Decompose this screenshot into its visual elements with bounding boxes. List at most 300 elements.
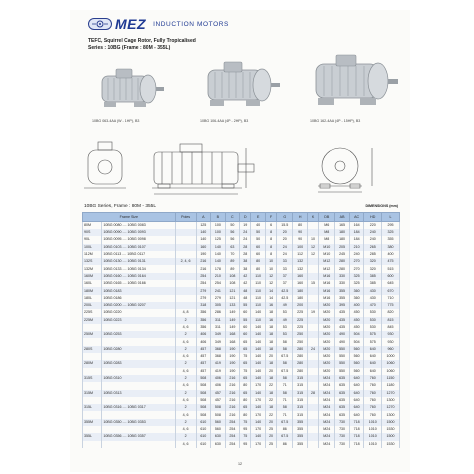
table-row — [83, 419, 400, 426]
table-cell: 18 — [265, 331, 276, 338]
table-cell — [307, 360, 318, 367]
table-row — [83, 309, 400, 316]
table-cell — [175, 280, 196, 287]
table-header-cell: Frame Size — [83, 213, 176, 222]
table-cell: 1150 — [382, 375, 400, 382]
table-cell: M10 — [319, 244, 335, 251]
table-cell: 12 — [265, 273, 276, 280]
table-cell: M8 — [319, 229, 335, 236]
catalog-page — [70, 10, 410, 472]
table-cell: 56 — [225, 229, 240, 236]
table-cell: 610 — [196, 433, 211, 440]
table-cell: 100 — [211, 222, 226, 230]
table-cell: 10 — [265, 258, 276, 265]
table-cell: 10BG 0133 .... 10BG 0134 — [102, 265, 175, 272]
table-cell: 10BG 0356 .... 10BG 0357 — [102, 433, 175, 440]
table-row — [83, 346, 400, 353]
motor-image-small — [88, 62, 168, 114]
table-cell: 279 — [196, 287, 211, 294]
gear-icon — [91, 20, 109, 28]
table-cell: 315 — [293, 390, 308, 397]
table-cell: 22 — [265, 397, 276, 404]
table-cell: 10BG 0080 .... 10BG 0083 — [102, 222, 175, 230]
table-cell: 8 — [265, 244, 276, 251]
table-cell: 24 — [240, 229, 251, 236]
table-cell: 67.5 — [277, 433, 293, 440]
table-cell: 56 — [225, 236, 240, 243]
brand-header — [88, 16, 229, 32]
table-cell — [175, 287, 196, 294]
table-cell: 730 — [335, 441, 350, 448]
table-cell: 280 — [335, 258, 350, 265]
table-cell: 100 — [211, 229, 226, 236]
table-cell: 170 — [251, 397, 266, 404]
table-cell: 95 — [240, 441, 251, 448]
table-cell: 25 — [265, 441, 276, 448]
table-cell: 240 — [364, 236, 382, 243]
table-cell: M20 — [319, 302, 335, 309]
table-header-cell: L — [382, 213, 400, 222]
table-cell: 450 — [349, 324, 364, 331]
table-cell: 508 — [211, 411, 226, 418]
table-cell: 635 — [335, 390, 350, 397]
table-cell: 25 — [265, 426, 276, 433]
table-cell: 575 — [364, 331, 382, 338]
table-cell: 200L — [83, 302, 102, 309]
table-cell: 10BG 0280 — [102, 346, 175, 353]
table-row — [83, 360, 400, 367]
table-cell: 20 — [265, 419, 276, 426]
table-cell: 216 — [225, 390, 240, 397]
table-cell: 50 — [251, 236, 266, 243]
table-cell: 508 — [196, 411, 211, 418]
table-cell: 254 — [225, 433, 240, 440]
table-row — [83, 302, 400, 309]
table-cell: 80 — [293, 222, 308, 230]
table-cell — [102, 368, 175, 375]
table-cell: 22 — [265, 382, 276, 389]
table-cell: 355 — [293, 441, 308, 448]
table-cell: 760 — [364, 375, 382, 382]
table-cell: 42.5 — [277, 287, 293, 294]
table-cell: 58 — [277, 360, 293, 367]
table-cell: 140 — [251, 419, 266, 426]
table-cell: 10BG 0090 .... 10BG 0093 — [102, 229, 175, 236]
table-cell: 71 — [277, 382, 293, 389]
table-cell: 4, 6 — [175, 338, 196, 345]
table-cell: 640 — [349, 397, 364, 404]
table-cell: 112 — [293, 251, 308, 258]
table-cell: 140 — [251, 338, 266, 345]
table-cell — [83, 338, 102, 345]
table-header-row — [83, 213, 400, 222]
table-cell: 670 — [382, 287, 400, 294]
table-cell: 140 — [211, 251, 226, 258]
table-cell: 320 — [364, 265, 382, 272]
table-cell: 1300 — [382, 411, 400, 418]
table-cell: 550 — [335, 360, 350, 367]
table-cell: 4, 6 — [175, 397, 196, 404]
table-cell: 718 — [349, 426, 364, 433]
table-cell: 216 — [196, 258, 211, 265]
table-cell: 530 — [364, 324, 382, 331]
table-cell: 18 — [265, 324, 276, 331]
table-cell: 360 — [349, 287, 364, 294]
table-cell: 58 — [277, 346, 293, 353]
table-cell: 108 — [225, 273, 240, 280]
table-cell: 190 — [225, 360, 240, 367]
table-cell — [83, 382, 102, 389]
table-cell: 6 — [265, 222, 276, 230]
table-row — [83, 273, 400, 280]
table-cell: 254 — [225, 419, 240, 426]
table-cell: 4, 8 — [175, 309, 196, 316]
table-cell: 560 — [349, 360, 364, 367]
table-cell: 241 — [211, 287, 226, 294]
table-cell: 635 — [335, 375, 350, 382]
table-cell: 10 — [307, 236, 318, 243]
table-cell: 610 — [196, 426, 211, 433]
table-cell: 225S — [83, 309, 102, 316]
table-cell: 635 — [335, 411, 350, 418]
table-cell: 820 — [382, 309, 400, 316]
table-cell: 10BG 0316 .... 10BG 0317 — [102, 404, 175, 411]
table-cell: 330 — [335, 280, 350, 287]
table-cell — [83, 368, 102, 375]
table-cell: 355 — [293, 419, 308, 426]
table-cell: 20 — [265, 368, 276, 375]
table-cell — [307, 273, 318, 280]
table-cell: 18 — [265, 309, 276, 316]
table-cell: 132M — [83, 265, 102, 272]
table-cell: 406 — [211, 382, 226, 389]
table-cell: 475 — [382, 258, 400, 265]
table-cell: 1500 — [382, 419, 400, 426]
table-row — [83, 222, 400, 230]
table-cell: 37 — [277, 273, 293, 280]
table-cell: 48 — [240, 295, 251, 302]
table-row — [83, 229, 400, 236]
table-cell: 400 — [349, 302, 364, 309]
brand-name: MEZ — [115, 16, 147, 32]
table-cell: 635 — [335, 404, 350, 411]
table-cell: 355M — [83, 419, 102, 426]
table-cell: 63 — [225, 244, 240, 251]
table-cell: 180 — [335, 229, 350, 236]
table-cell: M20 — [319, 324, 335, 331]
table-cell: 508 — [196, 390, 211, 397]
table-cell: M24 — [319, 404, 335, 411]
table-cell — [175, 229, 196, 236]
table-cell: 33 — [277, 258, 293, 265]
table-cell: M20 — [319, 368, 335, 375]
table-cell: 315S — [83, 375, 102, 382]
table-header-cell: HD — [364, 213, 382, 222]
table-cell: 12 — [307, 251, 318, 258]
table-cell: 168 — [225, 331, 240, 338]
table-cell: 10BG 0200 .... 10BG 0207 — [102, 302, 175, 309]
table-row — [83, 353, 400, 360]
table-cell: 190 — [225, 353, 240, 360]
table-cell: 216 — [225, 397, 240, 404]
table-cell: 125 — [196, 222, 211, 230]
table-cell: 140 — [251, 368, 266, 375]
table-cell: 160L — [83, 280, 102, 287]
table-row — [83, 244, 400, 251]
table-cell: 95 — [240, 426, 251, 433]
table-cell — [307, 265, 318, 272]
table-cell: M20 — [319, 360, 335, 367]
table-cell: 80 — [251, 258, 266, 265]
table-cell: 775 — [382, 302, 400, 309]
table-cell: 305 — [211, 302, 226, 309]
table-cell: 718 — [349, 433, 364, 440]
table-cell: 280 — [293, 346, 308, 353]
table-cell: 435 — [335, 324, 350, 331]
table-cell: 2 — [175, 331, 196, 338]
table-cell: M16 — [319, 273, 335, 280]
table-cell: 110 — [251, 302, 266, 309]
table-cell — [175, 265, 196, 272]
table-cell: 457 — [196, 353, 211, 360]
table-cell: 600 — [382, 273, 400, 280]
table-cell: 320 — [364, 258, 382, 265]
table-cell: 140 — [251, 390, 266, 397]
table-row — [83, 251, 400, 258]
table-cell: 19 — [240, 222, 251, 230]
table-cell: 16 — [265, 302, 276, 309]
table-cell: 216 — [225, 404, 240, 411]
table-cell: 280 — [293, 360, 308, 367]
table-cell: 240 — [364, 229, 382, 236]
table-cell: 490 — [335, 338, 350, 345]
table-cell: 60 — [240, 324, 251, 331]
table-cell: 250M — [83, 331, 102, 338]
table-cell: 280S — [83, 346, 102, 353]
table-cell: 635 — [335, 382, 350, 389]
table-cell: 368 — [211, 353, 226, 360]
table-cell: 406 — [196, 331, 211, 338]
table-cell — [307, 338, 318, 345]
table-cell: 1000 — [382, 353, 400, 360]
table-cell: 58 — [277, 375, 293, 382]
table-cell: 42 — [240, 273, 251, 280]
table-cell — [307, 426, 318, 433]
table-row — [83, 433, 400, 440]
table-cell: 50 — [225, 222, 240, 230]
table-cell: 457 — [196, 346, 211, 353]
table-cell: 125 — [211, 236, 226, 243]
table-cell: 508 — [196, 397, 211, 404]
table-cell: 60 — [240, 309, 251, 316]
table-cell: 630 — [211, 441, 226, 448]
table-cell — [307, 295, 318, 302]
table-cell: 400 — [382, 251, 400, 258]
dimension-drawing — [82, 138, 398, 198]
table-cell: 815 — [382, 317, 400, 324]
table-header-cell: AB — [335, 213, 350, 222]
table-cell — [307, 222, 318, 230]
table-cell: 110 — [251, 317, 266, 324]
table-cell: 20 — [277, 236, 293, 243]
table-cell: 80 — [240, 397, 251, 404]
table-cell: 121 — [225, 295, 240, 302]
table-cell: 610 — [196, 441, 211, 448]
table-row — [83, 368, 400, 375]
table-cell: M24 — [319, 390, 335, 397]
table-cell: 149 — [225, 309, 240, 316]
table-cell: 457 — [196, 360, 211, 367]
table-cell: 315L — [83, 404, 102, 411]
table-cell: 58 — [277, 390, 293, 397]
table-cell: 356 — [196, 309, 211, 316]
table-cell: 160 — [293, 273, 308, 280]
table-cell: 132 — [293, 258, 308, 265]
table-cell: 280 — [293, 368, 308, 375]
table-cell: 65 — [240, 390, 251, 397]
table-cell: 435 — [335, 317, 350, 324]
table-cell: 2 — [175, 360, 196, 367]
table-cell: 315 — [293, 411, 308, 418]
table-cell: 315M — [83, 390, 102, 397]
table-cell: 67.5 — [277, 353, 293, 360]
table-cell — [102, 441, 175, 448]
table-cell: M20 — [319, 353, 335, 360]
table-cell: 250 — [293, 338, 308, 345]
table-cell: 216 — [196, 265, 211, 272]
table-header-cell: E — [251, 213, 266, 222]
table-cell: 140 — [211, 258, 226, 265]
table-cell: 18 — [265, 346, 276, 353]
table-cell: M6 — [319, 222, 335, 230]
table-header-cell: B — [211, 213, 226, 222]
table-cell: 14 — [265, 287, 276, 294]
table-cell: 254 — [196, 280, 211, 287]
table-row — [83, 280, 400, 287]
table-cell: 18 — [265, 375, 276, 382]
table-cell: 760 — [364, 411, 382, 418]
table-cell: M10 — [319, 251, 335, 258]
table-cell: 220 — [364, 222, 382, 230]
table-cell: 55 — [240, 302, 251, 309]
table-cell — [307, 229, 318, 236]
table-cell: 132 — [293, 265, 308, 272]
table-cell: 254 — [225, 426, 240, 433]
table-cell: M24 — [319, 441, 335, 448]
table-cell: 280 — [335, 265, 350, 272]
table-cell — [102, 353, 175, 360]
table-cell: 315 — [293, 382, 308, 389]
table-cell — [307, 258, 318, 265]
table-cell: 635 — [335, 397, 350, 404]
table-row — [83, 265, 400, 272]
table-row — [83, 324, 400, 331]
table-cell: 1500 — [382, 433, 400, 440]
table-cell: 140 — [251, 324, 266, 331]
table-cell: 49 — [277, 317, 293, 324]
table-cell: 457 — [196, 368, 211, 375]
table-cell: 89 — [225, 258, 240, 265]
table-cell: 356 — [196, 317, 211, 324]
table-cell — [83, 411, 102, 418]
table-cell: 60 — [251, 244, 266, 251]
table-cell: 325 — [349, 273, 364, 280]
table-cell: 457 — [211, 397, 226, 404]
table-cell: 110 — [251, 287, 266, 294]
table-cell: 108 — [225, 280, 240, 287]
table-cell: 70 — [225, 251, 240, 258]
page-number: 12 — [238, 462, 242, 466]
table-cell: 75 — [240, 353, 251, 360]
table-cell: 419 — [211, 360, 226, 367]
table-cell: 270 — [349, 265, 364, 272]
table-cell: 225M — [83, 317, 102, 324]
table-row — [83, 397, 400, 404]
table-cell: 640 — [364, 346, 382, 353]
table-cell: 10BG 0350 .... 10BG 0353 — [102, 419, 175, 426]
table-cell: 2 — [175, 317, 196, 324]
table-cell: 184 — [349, 236, 364, 243]
table-cell: 1010 — [364, 441, 382, 448]
table-cell: 90S — [83, 229, 102, 236]
table-cell: 279 — [211, 295, 226, 302]
table-cell: 356 — [196, 324, 211, 331]
table-cell: 318 — [196, 302, 211, 309]
table-cell: 504 — [349, 331, 364, 338]
table-cell: 295 — [382, 222, 400, 230]
table-cell: 640 — [349, 411, 364, 418]
table-cell: 90 — [293, 229, 308, 236]
table-cell — [175, 222, 196, 230]
table-cell: M12 — [319, 258, 335, 265]
table-cell: 250 — [293, 331, 308, 338]
table-cell: M12 — [319, 265, 335, 272]
table-cell: 80 — [240, 411, 251, 418]
subtitle-line-1: TEFC, Squirrel Cage Rotor, Fully Tropicalised — [88, 38, 196, 44]
table-cell: 311 — [211, 324, 226, 331]
table-cell: 385 — [364, 273, 382, 280]
table-cell — [307, 419, 318, 426]
table-cell: M24 — [319, 375, 335, 382]
table-row — [83, 426, 400, 433]
table-cell: 4, 6 — [175, 426, 196, 433]
table-cell: 575 — [364, 338, 382, 345]
table-cell: 10BG 0103 .... 10BG 0107 — [102, 244, 175, 251]
table-cell: 205 — [335, 244, 350, 251]
table-cell: 419 — [211, 368, 226, 375]
table-cell: 1530 — [382, 426, 400, 433]
table-cell: 18 — [265, 404, 276, 411]
table-row — [83, 404, 400, 411]
table-cell: 10BG 0313 — [102, 390, 175, 397]
table-cell: 2 — [175, 346, 196, 353]
table-cell: 2 — [175, 390, 196, 397]
table-cell — [307, 368, 318, 375]
table-body — [83, 222, 400, 448]
table-cell: 508 — [196, 375, 211, 382]
table-cell: 435 — [335, 309, 350, 316]
dimensions-label: DIMENSIONS (mm) — [365, 204, 398, 208]
brand-title: INDUCTION MOTORS — [153, 20, 229, 28]
table-cell: 86 — [277, 441, 293, 448]
table-cell: 380 — [382, 244, 400, 251]
table-cell: 90L — [83, 236, 102, 243]
table-cell: 1010 — [364, 419, 382, 426]
table-cell: 10BG 0253 — [102, 331, 175, 338]
table-row — [83, 317, 400, 324]
table-cell: 18 — [265, 338, 276, 345]
table-row — [83, 441, 400, 448]
